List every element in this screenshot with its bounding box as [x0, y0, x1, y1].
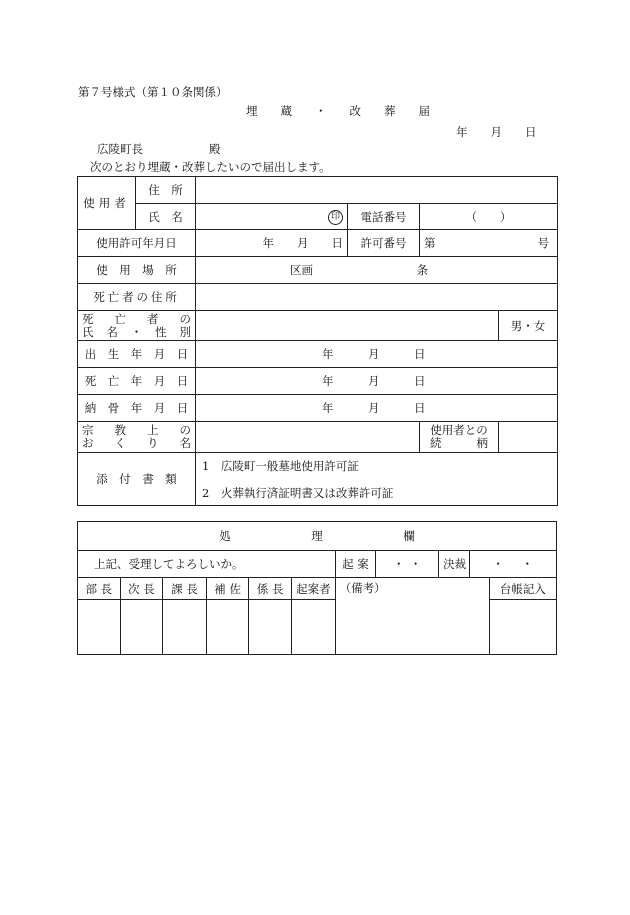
permit-no-label: 許可番号	[348, 230, 420, 257]
draft-label: 起 案	[335, 551, 376, 578]
draft-date-field[interactable]: ・ ・	[376, 551, 439, 578]
honorific: 殿	[209, 142, 221, 156]
permit-no-field[interactable]	[420, 230, 558, 257]
name-label: 氏 名	[136, 204, 196, 230]
birth-date-field[interactable]: 年 月 日	[196, 341, 558, 368]
submission-date: 年 月 日	[456, 125, 537, 139]
relation-label	[420, 422, 499, 453]
attachment-1: 1 広陵町一般墓地使用許可証	[202, 458, 359, 473]
stamp-hosa[interactable]	[206, 600, 249, 655]
deceased-name-label	[78, 311, 196, 341]
decision-label: 決裁	[439, 551, 469, 578]
relation-label-line1: 使用者との	[430, 423, 488, 437]
role-jicho: 次 長	[120, 578, 163, 600]
religious-name-label	[78, 422, 196, 453]
intro-text: 次のとおり埋蔵・改葬したいので届出します。	[90, 160, 331, 174]
place-row: 条	[416, 263, 429, 277]
address-field[interactable]	[196, 177, 558, 204]
ledger-field[interactable]	[489, 600, 556, 655]
deceased-name-label-line2: 氏 名 ・ 性 別	[82, 324, 191, 339]
deceased-name-label-line1: 死 亡 者 の	[82, 311, 191, 326]
role-drafter: 起案者	[292, 578, 336, 600]
religious-name-label-line1: 宗 教 上 の	[82, 423, 191, 437]
permit-date-label: 使用許可年月日	[78, 230, 196, 257]
place-label: 使 用 場 所	[78, 257, 196, 284]
attachment-2: 2 火葬執行済証明書又は改葬許可証	[202, 485, 394, 500]
address-label: 住 所	[136, 177, 196, 204]
stamp-kacho[interactable]	[163, 600, 207, 655]
approval-text: 上記、受理してよろしいか。	[78, 551, 336, 578]
place-section: 区画	[290, 263, 313, 277]
stamp-bucho[interactable]	[78, 600, 121, 655]
remarks-field[interactable]	[335, 578, 489, 655]
stamp-jicho[interactable]	[120, 600, 163, 655]
phone-field[interactable]: （ ）	[420, 204, 558, 230]
user-label: 使用者	[78, 177, 136, 230]
attachments-list	[196, 453, 558, 506]
role-kakaricho: 係 長	[249, 578, 292, 600]
form-number: 第７号様式（第１０条関係）	[78, 85, 228, 99]
interment-date-label: 納 骨 年 月 日	[78, 395, 196, 422]
processing-title: 処 理 欄	[78, 522, 557, 551]
birth-date-label: 出 生 年 月 日	[78, 341, 196, 368]
role-kacho: 課 長	[163, 578, 207, 600]
stamp-kakaricho[interactable]	[249, 600, 292, 655]
addressee: 広陵町長	[97, 142, 143, 156]
permit-no-suffix: 号	[537, 236, 550, 250]
gender-field[interactable]: 男・女	[499, 311, 558, 341]
deceased-address-label: 死亡者の住所	[78, 284, 196, 311]
deceased-name-field[interactable]	[196, 311, 499, 341]
deceased-address-field[interactable]	[196, 284, 558, 311]
ledger-label: 台帳記入	[489, 578, 556, 600]
application-table	[77, 176, 558, 506]
decision-date-field[interactable]: ・ ・	[469, 551, 556, 578]
role-bucho: 部 長	[78, 578, 121, 600]
seal-mark: 印	[328, 210, 343, 225]
interment-date-field[interactable]: 年 月 日	[196, 395, 558, 422]
remarks-label: （備考）	[339, 581, 386, 595]
permit-no-prefix: 第	[424, 236, 436, 250]
phone-label: 電話番号	[348, 204, 420, 230]
place-field[interactable]	[196, 257, 558, 284]
religious-name-field[interactable]	[196, 422, 420, 453]
relation-field[interactable]	[499, 422, 558, 453]
name-field[interactable]	[196, 204, 348, 230]
relation-label-line2: 続 柄	[430, 436, 488, 450]
form-title: 埋 蔵 ・ 改 葬 届	[246, 104, 430, 118]
death-date-field[interactable]: 年 月 日	[196, 368, 558, 395]
stamp-drafter[interactable]	[292, 600, 336, 655]
attachments-label: 添 付 書 類	[78, 453, 196, 506]
death-date-label: 死 亡 年 月 日	[78, 368, 196, 395]
religious-name-label-line2: お く り 名	[82, 436, 191, 450]
permit-date-field[interactable]: 年 月 日	[196, 230, 348, 257]
processing-table	[77, 521, 557, 655]
role-hosa: 補 佐	[206, 578, 249, 600]
